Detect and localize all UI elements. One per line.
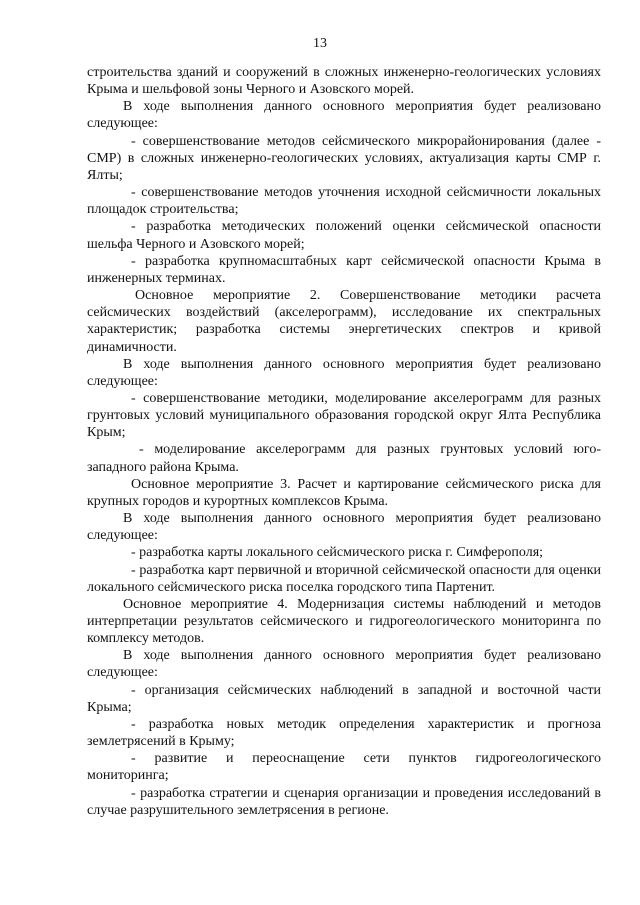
paragraph-intro-4: В ходе выполнения данного основного мероприятия будет реализовано следующее: [87,648,601,681]
list-item: - моделирование акселерограмм для разных грунтовых условий юго-западного района Крыма. [87,442,601,475]
paragraph-continuation: строительства зданий и сооружений в сложных инженерно-геологических условиях Крыма и шельфовой зоны Черного и Азовского морей. [87,65,601,98]
list-item: - совершенствование методики, моделирование акселерограмм для разных грунтовых условий муниципального образования городской округ Ялта Республика Крым; [87,390,601,441]
section-heading-4: Основное мероприятие 4. Модернизация системы наблюдений и методов интерпретации результатов сейсмического и гидрогеологического мониторинга по комплексу методов. [87,596,601,647]
paragraph-intro-1: В ходе выполнения данного основного мероприятия будет реализовано следующее: [87,99,601,132]
list-item: - совершенствование методов сейсмического микрорайонирования (далее - СМР) в сложных инженерно-геологических условиях, актуализация карты СМР г. Ялты; [87,133,601,183]
section-heading-3: Основное мероприятие 3. Расчет и картирование сейсмического риска для крупных городов и курортных комплексов Крыма. [87,476,601,509]
page-number: 13 [313,36,327,51]
list-item: - разработка карт первичной и вторичной сейсмической опасности для оценки локального сейсмического риска поселка городского типа Партенит. [87,562,601,595]
list-item: - разработка карты локального сейсмического риска г. Симферополя; [131,545,544,561]
list-item: - разработка крупномасштабных карт сейсмической опасности Крыма в инженерных терминах. [87,253,601,286]
list-item: - разработка методических положений оценки сейсмической опасности шельфа Черного и Азовского морей; [87,219,601,252]
document-body [87,64,601,819]
paragraph-intro-2: В ходе выполнения данного основного мероприятия будет реализовано следующее: [87,356,601,389]
list-item: - разработка стратегии и сценария организации и проведения исследований в случае разрушительного землетрясения в регионе. [87,785,601,818]
list-item: - организация сейсмических наблюдений в западной и восточной части Крыма; [87,682,601,715]
section-heading-2: Основное мероприятие 2. Совершенствование методики расчета сейсмических воздействий (акселерограмм), исследование их спектральных характеристик; разработка системы энергетических спектров и кривой динамичности. [87,288,601,355]
list-item: - совершенствование методов уточнения исходной сейсмичности локальных площадок строительства; [87,185,601,218]
paragraph-intro-3: В ходе выполнения данного основного мероприятия будет реализовано следующее: [87,511,601,544]
list-item: - развитие и переоснащение сети пунктов гидрогеологического мониторинга; [87,751,601,784]
list-item: - разработка новых методик определения характеристик и прогноза землетрясений в Крыму; [87,716,601,750]
